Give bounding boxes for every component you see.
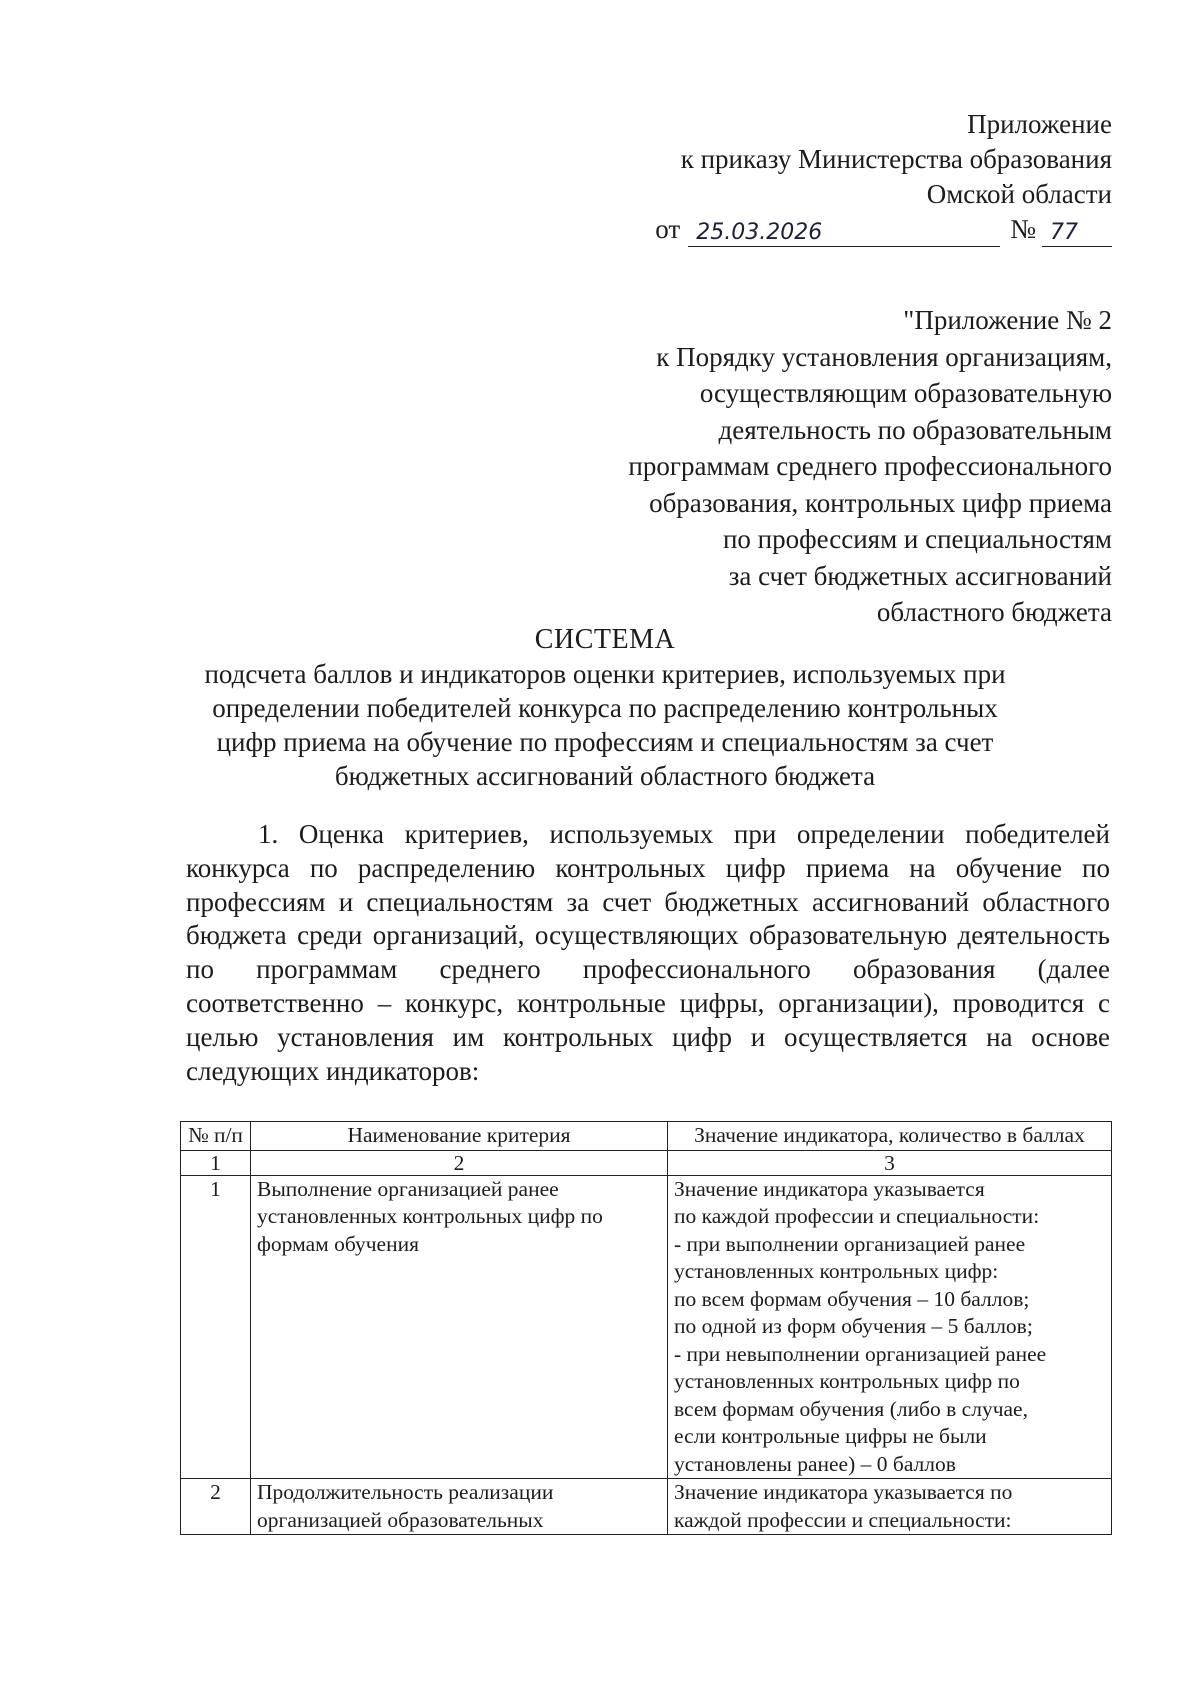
indicator-line: Значение индикатора указывается [674, 1176, 985, 1201]
indicator-cell [668, 1175, 1112, 1479]
title-subtitle: подсчета баллов и индикаторов оценки критериев, используемых при определении победителей конкурса по распределению контрольных цифр приема на обучение по профессиям и специальностям за счет бюджетных ассигнований областного бюджета [204, 659, 1006, 791]
table-row [181, 1479, 1112, 1535]
annex-line: к Порядку установления организациям, [656, 341, 1112, 372]
header-number: № п/п [181, 1122, 251, 1151]
criterion-cell: Выполнение организацией ранее установленных контрольных цифр по формам обучения [251, 1175, 668, 1479]
number-label: № [1010, 214, 1036, 244]
annex-line: областного бюджета [876, 597, 1112, 627]
indicator-line: Значение индикатора указывается по [674, 1480, 1013, 1504]
indicator-line: установлены ранее) – 0 баллов [674, 1451, 956, 1476]
table-row [181, 1175, 1112, 1479]
indicator-line: по всем формам обучения – 10 баллов; [674, 1286, 1030, 1311]
criterion-cell: Продолжительность реализации организацией образовательных [251, 1479, 668, 1535]
body-paragraph: 1. Оценка критериев, используемых при определении победителей конкурса по распределению контрольных цифр приема на обучение по профессиям и специальностям за счет бюджетных ассигнований областного бюджета среди организаций, осуществляющих образовательную деятельность по программам среднего профессионального образования (далее соответственно – конкурс, контрольные цифры, организации), проводится с целью установления им контрольных цифр и осуществляется на основе следующих индикаторов: [186, 819, 1110, 1086]
indicator-line: установленных контрольных цифр: [674, 1259, 999, 1283]
annex-line: программам среднего профессионального [628, 451, 1112, 481]
annex-line: "Приложение № 2 [903, 305, 1112, 335]
approval-line-3: Омской области [926, 179, 1112, 209]
indicator-line: - при невыполнении организацией ранее [674, 1341, 1047, 1366]
table-header-row [181, 1122, 1112, 1151]
annex-line: деятельность по образовательным [718, 414, 1112, 445]
row-number: 1 [181, 1175, 251, 1479]
document-title [190, 623, 1020, 793]
order-date-line [552, 212, 1112, 247]
indicator-line: по каждой профессии и специальности: [674, 1204, 1040, 1228]
column-number: 1 [181, 1150, 251, 1175]
column-number: 3 [668, 1150, 1112, 1175]
annex-line: образования, контрольных цифр приема [649, 487, 1112, 518]
indicator-line: - при выполнении организацией ранее [674, 1231, 1026, 1256]
column-number-row [181, 1150, 1112, 1175]
annex-reference [512, 302, 1112, 631]
approval-line-1: Приложение [967, 109, 1112, 139]
annex-line: по профессиям и специальностям [722, 524, 1112, 554]
indicator-line: каждой профессии и специальности: [674, 1507, 1012, 1532]
annex-line: за счет бюджетных ассигнований [728, 560, 1112, 591]
column-number: 2 [251, 1150, 668, 1175]
annex-line: осуществляющим образовательную [699, 378, 1112, 408]
indicator-line: всем формам обучения (либо в случае, [674, 1396, 1028, 1421]
approval-line-2: к приказу Министерства образования [680, 144, 1112, 174]
handwritten-number: 77 [1042, 220, 1112, 247]
indicator-cell [668, 1479, 1112, 1535]
row-number: 2 [181, 1479, 251, 1535]
title-main: СИСТЕМА [534, 624, 676, 655]
header-criterion: Наименование критерия [251, 1122, 668, 1151]
approval-header [552, 107, 1112, 247]
indicator-line: по одной из форм обучения – 5 баллов; [674, 1314, 1033, 1338]
header-indicator: Значение индикатора, количество в баллах [668, 1122, 1112, 1151]
indicator-line: установленных контрольных цифр по [674, 1369, 1020, 1393]
indicator-line: если контрольные цифры не были [674, 1424, 987, 1448]
handwritten-date: 25.03.2026 [688, 220, 1000, 247]
criteria-table [180, 1121, 1112, 1535]
date-prefix: от [655, 214, 681, 244]
